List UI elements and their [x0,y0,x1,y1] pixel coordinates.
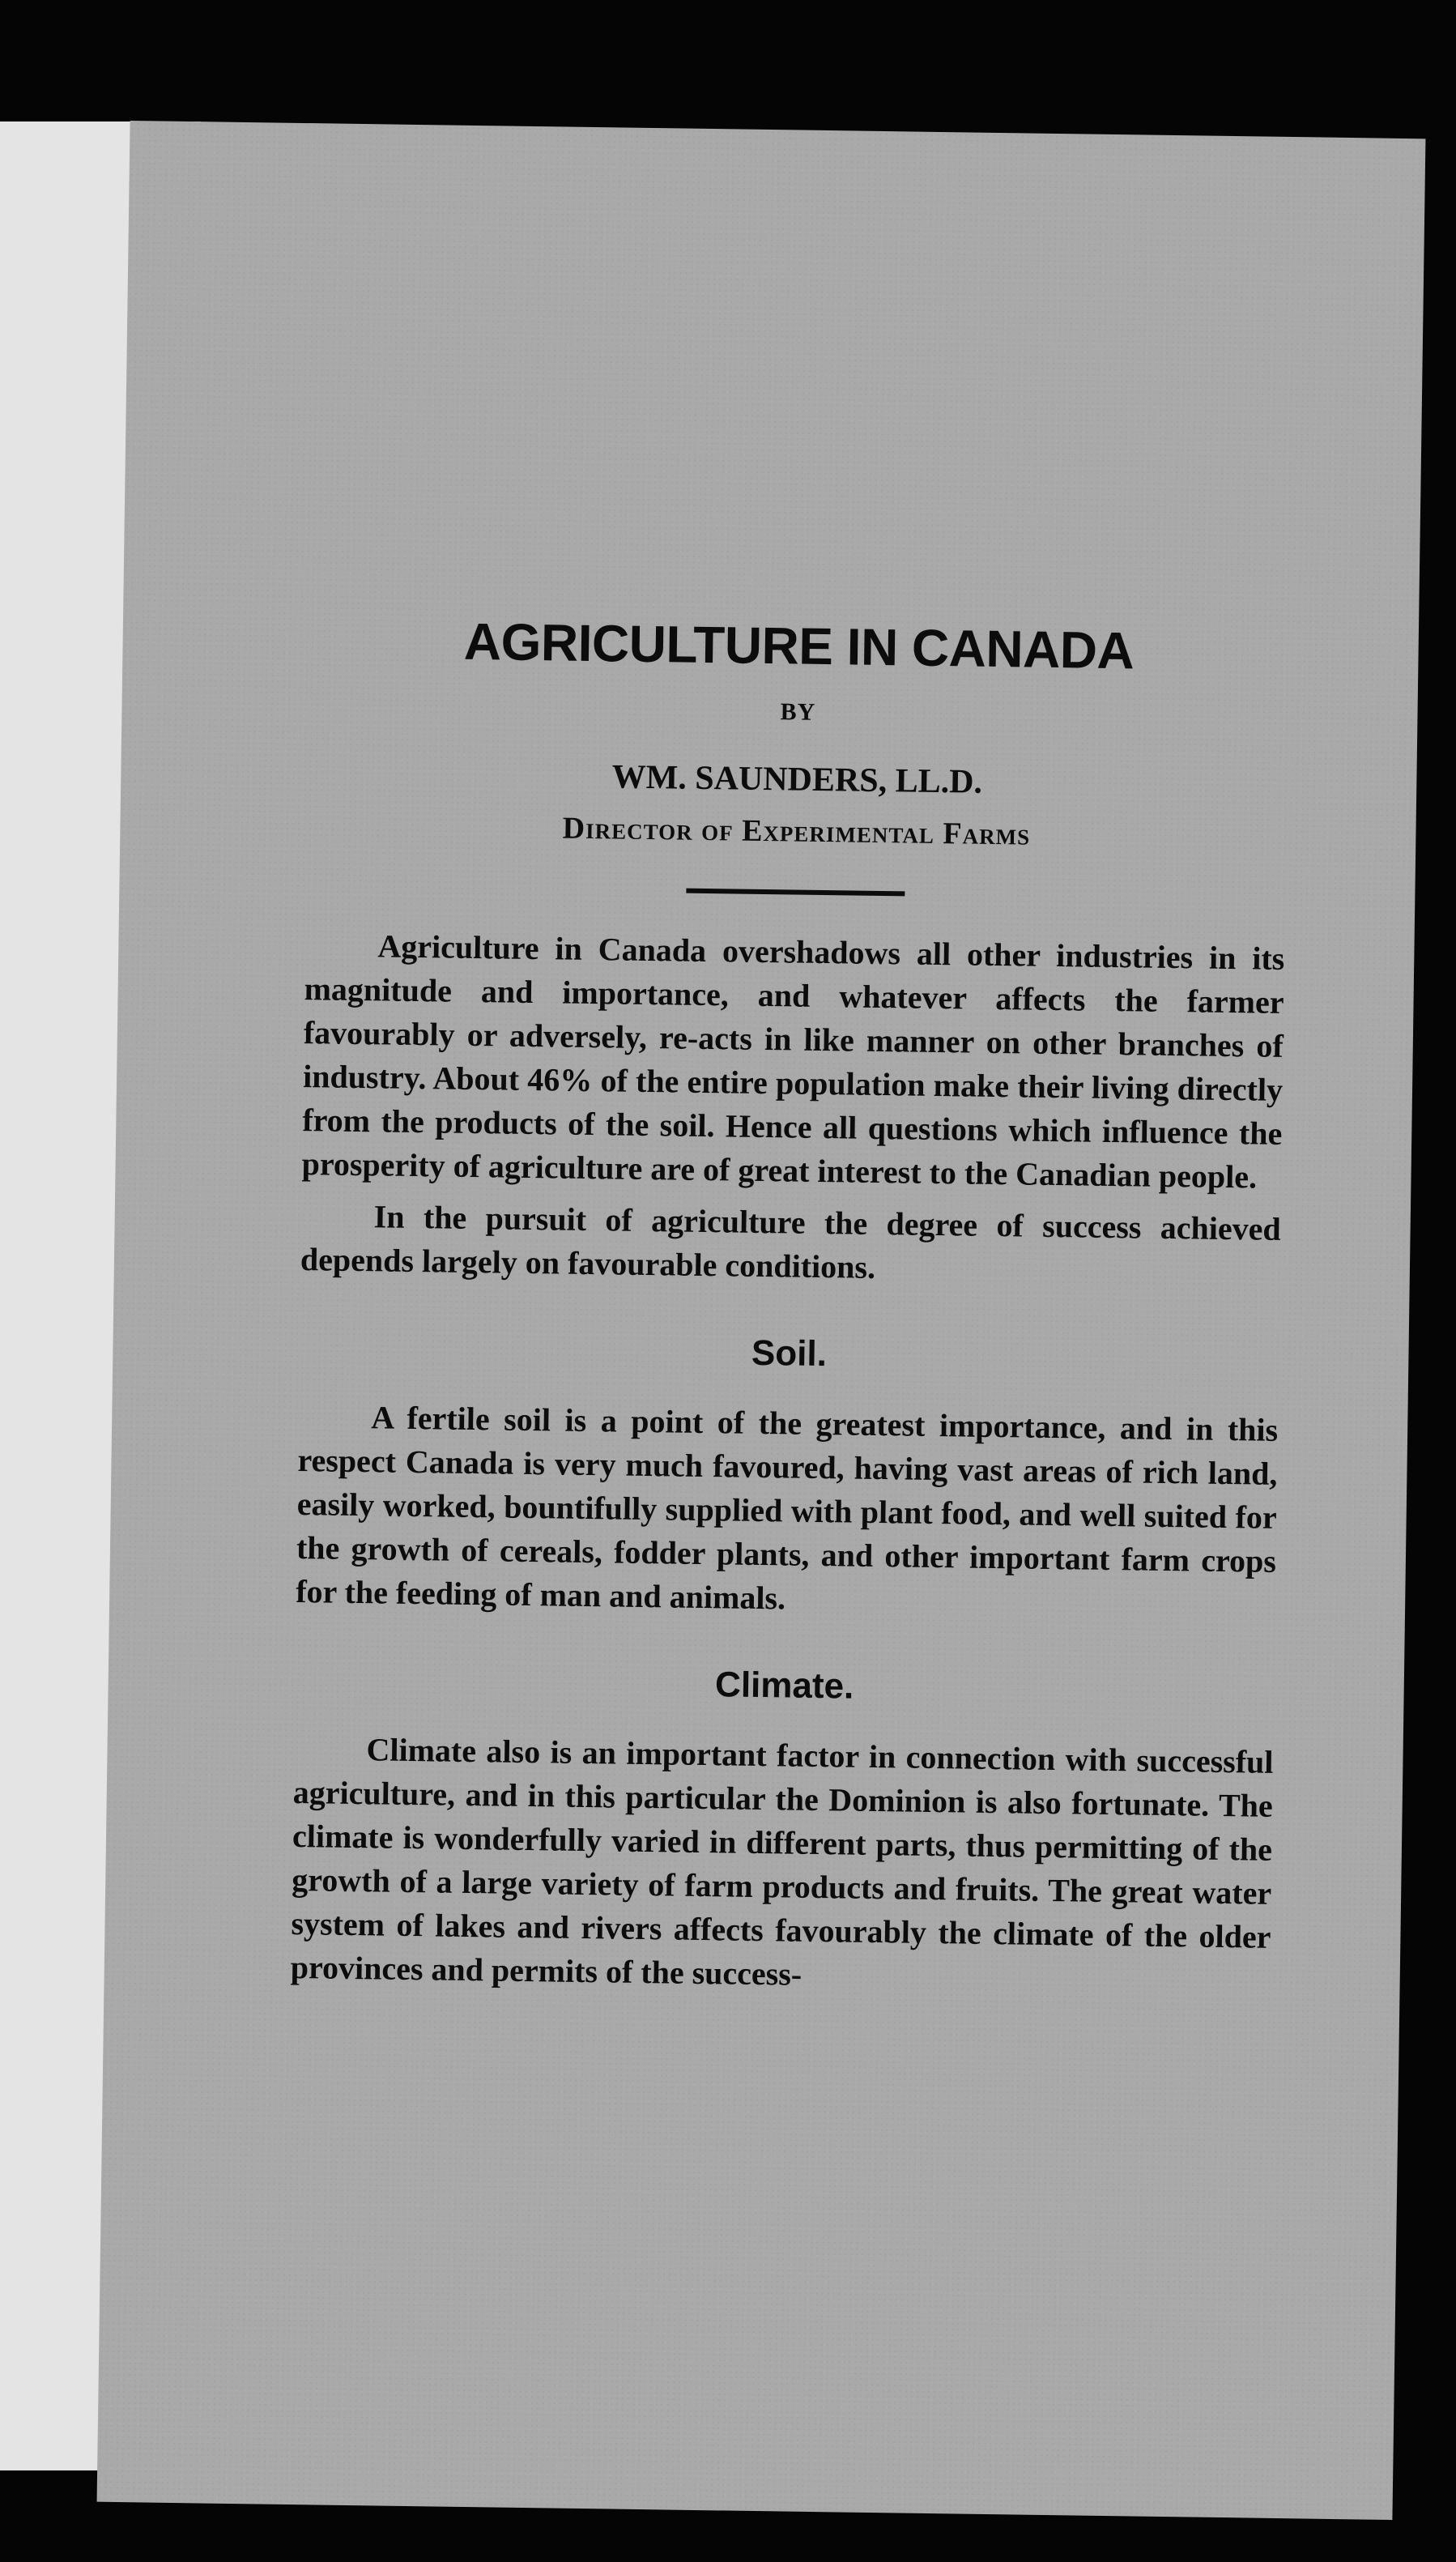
section-paragraph-climate: Climate also is an important factor in connection with successful agriculture, and in this particular the Dominion is also fortunate. The climate is wonderfully varied in different parts, thus permitting of the growth of a large variety of farm products and fruits. The great water system of lakes and rivers affects favourably the climate of the older provinces and permits of the success- [290,1731,1274,1993]
intro-paragraph-2: In the pursuit of agriculture the degree of success achieved depends largely on favourable conditions. [300,1198,1281,1285]
section-heading-climate: Climate. [714,1665,854,1707]
document-page [97,121,1426,2520]
section-heading-soil: Soil. [751,1332,828,1375]
author-name: WM. SAUNDERS, LL.D. [611,758,983,801]
byline: BY [780,698,816,726]
page-content [290,609,1289,2011]
title-divider [686,889,905,897]
author-title: Director of Experimental Farms [562,811,1031,852]
intro-paragraph-1: Agriculture in Canada overshadows all other industries in its magnitude and importance, and whatever affects the farmer favourably or adversely, re-acts in like manner on other branches of industry. About 46% of the entire population make their living directly from the products of the soil. Hence all questions which influence the prosperity of agriculture are of great interest to the Canadian people. [301,927,1285,1196]
section-paragraph-soil: A fertile soil is a point of the greatest importance, and in this respect Canada is very much favoured, having vast areas of rich land, easily worked, bountifully supplied with plant food, and well suited for the growth of cereals, fodder plants, and other important farm crops for the feeding of man and animals. [295,1399,1279,1617]
document-title: AGRICULTURE IN CANADA [463,612,1135,680]
